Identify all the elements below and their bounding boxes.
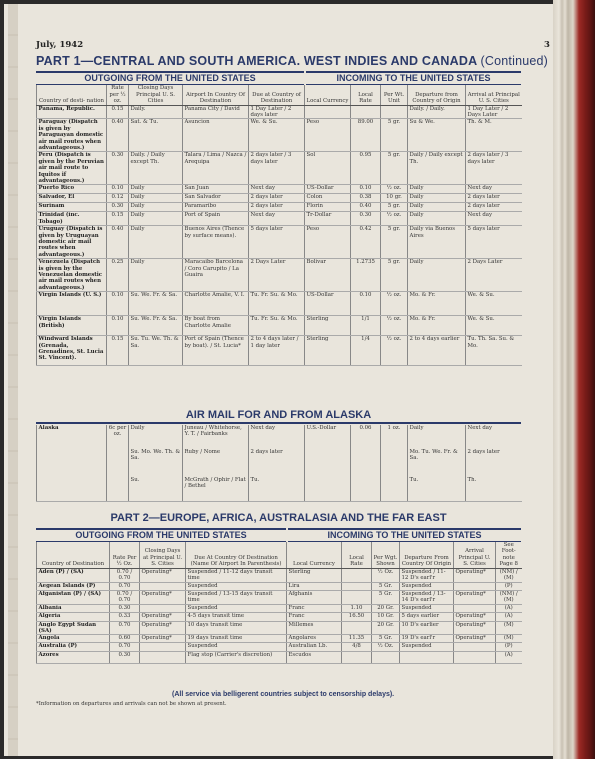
table-cell: (P) [496, 582, 522, 590]
table-cell: Suspended / 13-15 days transit time [186, 590, 287, 604]
table-cell: 0.15 [107, 212, 129, 226]
table-cell: 2 days later [249, 194, 305, 203]
table-row [37, 226, 522, 259]
table-row [37, 119, 522, 152]
column-header: Closing Days Principal U. S. Cities [129, 85, 183, 105]
table-cell: ½ oz. [381, 185, 408, 194]
table-cell: 0.10 [107, 292, 129, 316]
table-cell: Angolares [287, 635, 342, 643]
table-cell: Suspended [186, 604, 287, 612]
table-cell: Daily [129, 185, 183, 194]
table-cell: 5 gr. [381, 203, 408, 212]
table-cell: Operating* [140, 612, 186, 621]
table-cell: ½ oz. [381, 292, 408, 316]
table-row [37, 212, 522, 226]
table-cell: Tr-Dollar [305, 212, 351, 226]
column-header: Per Wgt. Shown [372, 542, 400, 568]
table-cell: Sterling [305, 336, 351, 366]
table-cell: 1.2735 [351, 259, 381, 292]
table-cell: Suspended [400, 582, 454, 590]
table-cell: Daily [408, 185, 466, 194]
binder-edge [8, 4, 18, 756]
table-cell: 1 Day Later / 2 Days Later [466, 105, 522, 119]
table-cell: ½ oz. [381, 212, 408, 226]
table-cell: Suspended / 11-12 days transit time [186, 568, 287, 582]
table-cell: 5 gr. [381, 119, 408, 152]
table-cell: 1 Day Later / 2 days later [249, 105, 305, 119]
table-cell: 0.95 [351, 152, 381, 185]
table-cell: Anglo Egypt Sudan (SA) [37, 621, 110, 635]
table-row [37, 652, 522, 664]
table-cell: Operating* [454, 590, 496, 604]
table-cell: 0.70 [110, 643, 140, 652]
table-row [37, 203, 522, 212]
table-row [37, 612, 522, 621]
part2-title: PART 2—EUROPE, AFRICA, AUSTRALASIA AND THE FAR EAST [110, 512, 447, 524]
table-cell: 0.42 [351, 226, 381, 259]
table-cell: Florin [305, 203, 351, 212]
table-cell [140, 582, 186, 590]
table-cell: Asuncion [183, 119, 249, 152]
table-cell: Su. Tu. We. Th. & Sa. [129, 336, 183, 366]
table-row [37, 152, 522, 185]
table-cell: Tu. Fr. Su. & Mo. [249, 316, 305, 336]
alaska-due: Next day 2 days later Tu. [249, 425, 305, 501]
table-cell: Bolivar [305, 259, 351, 292]
table-cell: Virgin Islands (U. S.) [37, 292, 107, 316]
table-cell: 4-5 days transit time [186, 612, 287, 621]
table-cell: 5 Gr. [372, 582, 400, 590]
table-cell: Operating* [454, 612, 496, 621]
table-row [37, 105, 522, 119]
table-cell: 0.15 [107, 336, 129, 366]
table-cell: Trinidad (inc. Tobago) [37, 212, 107, 226]
table-cell: Daily [129, 194, 183, 203]
table-cell: Suspended [400, 643, 454, 652]
table-cell: (A) [496, 652, 522, 664]
alaska-currency: U.S.-Dollar [305, 425, 351, 501]
table-cell: Operating* [454, 621, 496, 635]
table-cell: (M) [496, 635, 522, 643]
table-cell: Port of Spain [183, 212, 249, 226]
table-cell: Sterling [287, 568, 342, 582]
table-cell: 2 Days Later [466, 259, 522, 292]
table-cell: We. & Su. [466, 292, 522, 316]
table-cell: 0.40 [107, 226, 129, 259]
table-cell: Panama City / David [183, 105, 249, 119]
column-header: Departure from Country of Origin [408, 85, 466, 105]
table-cell: 2 to 4 days later / 1 day later [249, 336, 305, 366]
table-cell: Talara / Lima / Nazca / Arequipa [183, 152, 249, 185]
table-cell: 5 Gr. [372, 590, 400, 604]
table-cell: 2 days later / 3 days later [466, 152, 522, 185]
table-cell: Australia (P) [37, 643, 110, 652]
censorship-note: (All service via belligerent countries subject to censorship delays). [172, 691, 395, 698]
table-cell [454, 652, 496, 664]
table-cell: Daily. / Daily. [408, 105, 466, 119]
table-cell [140, 652, 186, 664]
column-header: Closing Days at Principal U. S. Cities [140, 542, 186, 568]
table-cell: Aegean Islands (P) [37, 582, 110, 590]
table-cell: Paramaribo [183, 203, 249, 212]
column-header: Local Rate [351, 85, 381, 105]
table-cell: 0.38 [351, 194, 381, 203]
table-cell: Suspended [186, 643, 287, 652]
table-cell: Next day [249, 212, 305, 226]
table-cell: 2 days later / 3 days later [249, 152, 305, 185]
table-cell: (NM) / (M) [496, 568, 522, 582]
table-cell: 10 Gr. [372, 612, 400, 621]
table-cell: 10 gr. [381, 194, 408, 203]
table-cell: Daily [408, 212, 466, 226]
alaska-table [36, 425, 522, 502]
table-cell: (NM) / (M) [496, 590, 522, 604]
table-cell: 11.35 [342, 635, 372, 643]
header-date: July, 1942 [36, 40, 84, 50]
table-row [37, 194, 522, 203]
table-cell: 0.70 / 0.70 [110, 568, 140, 582]
table-cell [342, 621, 372, 635]
document-page [4, 4, 557, 756]
table-cell: Franc [287, 604, 342, 612]
table-cell: Operating* [454, 635, 496, 643]
table-cell: Colon [305, 194, 351, 203]
table-cell: We. & Su. [249, 119, 305, 152]
table-cell: 0.33 [110, 612, 140, 621]
table-cell: Peru (Dispatch is given by the Peruvian air mail route to Iquitos if advantageous.) [37, 152, 107, 185]
column-header: Rate Per ½ Oz. [110, 542, 140, 568]
table-cell: Charlotte Amalie, V. I. [183, 292, 249, 316]
table-cell: 16.50 [342, 612, 372, 621]
table-cell: 0.60 [110, 635, 140, 643]
table-cell: 5 days earlier [400, 612, 454, 621]
table-cell: Puerto Rico [37, 185, 107, 194]
table-cell: Next day [249, 185, 305, 194]
table-cell: Daily [408, 203, 466, 212]
table-row [37, 621, 522, 635]
part1-table [36, 85, 522, 366]
table-cell: Suspended / 11-12 D's earl'r [400, 568, 454, 582]
table-cell: 0.30 [110, 604, 140, 612]
table-cell: 19 days transit time [186, 635, 287, 643]
table-cell: ½ oz. [381, 316, 408, 336]
table-cell: (A) [496, 604, 522, 612]
table-row [37, 582, 522, 590]
column-header: Local Currency [287, 542, 342, 568]
table-cell: San Salvador [183, 194, 249, 203]
table-cell [372, 652, 400, 664]
table-cell: Operating* [140, 590, 186, 604]
table-cell: Afganistan (P) / (SA) [37, 590, 110, 604]
table-cell: (M) [496, 621, 522, 635]
alaska-title: AIR MAIL FOR AND FROM ALASKA [185, 409, 372, 421]
table-cell: 2 days later [249, 203, 305, 212]
table-cell [342, 582, 372, 590]
table-cell: Angola [37, 635, 110, 643]
table-cell: 0.10 [351, 292, 381, 316]
table-row [37, 604, 522, 612]
table-cell: 5 gr. [381, 259, 408, 292]
alaska-departure: Daily Mo. Tu. We. Fr. & Sa. Tu. [408, 425, 466, 501]
table-cell: Maracaibo Barcelona / Coro Carupito / La Guaira [183, 259, 249, 292]
table-cell: (P) [496, 643, 522, 652]
column-header: Per Wt. Unit [381, 85, 408, 105]
table-cell: Albania [37, 604, 110, 612]
table-cell: Operating* [454, 568, 496, 582]
table-row [37, 316, 522, 336]
table-cell: Daily / Daily except Th. [408, 152, 466, 185]
table-cell: 0.40 [107, 119, 129, 152]
table-cell: 2 days later [466, 194, 522, 203]
table-cell: Suspended [186, 582, 287, 590]
table-cell: 0.70 [110, 582, 140, 590]
table-cell: Operating* [140, 635, 186, 643]
column-header: Local Rate [342, 542, 372, 568]
table-cell [381, 105, 408, 119]
part2-outgoing-band: OUTGOING FROM THE UNITED STATES [36, 528, 286, 542]
table-cell: 1/4 [351, 336, 381, 366]
table-cell: Franc [287, 612, 342, 621]
column-header: Due At Country Of Destination (Name Of Airport In Parenthesis) [186, 542, 287, 568]
table-cell: Salvador, El [37, 194, 107, 203]
table-cell: Daily [129, 259, 183, 292]
table-cell: Tu. Th. Sa. Su. & Mo. [466, 336, 522, 366]
alaska-local-rate: 0.06 [351, 425, 381, 501]
table-cell: 0.70 / 0.70 [110, 590, 140, 604]
part1-incoming-band: INCOMING TO THE UNITED STATES [306, 71, 521, 85]
table-cell: 2 days later [466, 203, 522, 212]
footnote: *Information on departures and arrivals can not be shown at present. [36, 701, 227, 707]
table-cell: Su. We. Fr. & Sa. [129, 316, 183, 336]
column-header: Rate per ½ oz. [107, 85, 129, 105]
table-cell: Uruguay (Dispatch is given by Uruguayan domestic air mail routes when advantageous.) [37, 226, 107, 259]
table-cell: Daily [129, 203, 183, 212]
alaska-airport: Juneau / Whitehorse, Y. T. / Fairbanks Ruby / Nome McGrath / Ophir / Flat / Bethel [183, 425, 249, 501]
table-cell: Buenos Aires (Thence by surface means). [183, 226, 249, 259]
table-cell [351, 105, 381, 119]
part2-table [36, 542, 522, 664]
table-cell: Algeria [37, 612, 110, 621]
table-cell: ½ Oz. [372, 643, 400, 652]
table-cell: ½ oz. [381, 336, 408, 366]
table-cell: 20 Gr. [372, 604, 400, 612]
table-cell: 0.30 [110, 652, 140, 664]
column-header: Arrival at Principal U. S. Cities [466, 85, 522, 105]
table-cell [454, 643, 496, 652]
table-cell [342, 652, 372, 664]
table-cell: Suspended [400, 604, 454, 612]
alaska-closing: Daily Su. Mo. We. Th. & Sa. Su. [129, 425, 183, 501]
column-header: Due at Country of Destination [249, 85, 305, 105]
table-cell: Afghanis [287, 590, 342, 604]
column-header: Arrival Principal U. S. Cities [454, 542, 496, 568]
table-row [37, 185, 522, 194]
table-cell [140, 643, 186, 652]
table-cell: 0.70 [110, 621, 140, 635]
alaska-unit: 1 oz. [381, 425, 408, 501]
table-cell: Tu. Fr. Su. & Mo. [249, 292, 305, 316]
table-cell: Su. We. Fr. & Sa. [129, 292, 183, 316]
table-cell: Daily [408, 259, 466, 292]
alaska-country: Alaska [37, 425, 107, 501]
table-cell: 4/8 [342, 643, 372, 652]
table-row [37, 259, 522, 292]
table-cell: 0.10 [107, 316, 129, 336]
table-cell: 0.40 [351, 203, 381, 212]
column-header: Country of Destination [37, 542, 110, 568]
table-cell: Sterling [305, 316, 351, 336]
column-header: Airport In Country Of Destination [183, 85, 249, 105]
table-cell: 0.12 [107, 194, 129, 203]
table-cell: San Juan [183, 185, 249, 194]
table-cell: Mo. & Fr. [408, 292, 466, 316]
column-header: Local Currency [305, 85, 351, 105]
table-cell: Azores [37, 652, 110, 664]
table-cell [342, 568, 372, 582]
table-cell [400, 652, 454, 664]
table-cell: 5 gr. [381, 226, 408, 259]
table-cell: Su & We. [408, 119, 466, 152]
table-cell: Operating* [140, 621, 186, 635]
table-cell: Daily. / Daily except Th. [129, 152, 183, 185]
table-row [37, 643, 522, 652]
table-cell: 0.30 [107, 203, 129, 212]
table-cell: (A) [496, 612, 522, 621]
part2-incoming-band: INCOMING TO THE UNITED STATES [288, 528, 521, 542]
table-cell: Suspended / 13-14 D's earl'r [400, 590, 454, 604]
table-cell: Sat. & Tu. [129, 119, 183, 152]
table-row [37, 292, 522, 316]
table-cell: Paraguay (Dispatch is given by Paraguayan domestic air mail routes when advantageous.) [37, 119, 107, 152]
table-cell: Escudos [287, 652, 342, 664]
table-cell: 0.10 [351, 185, 381, 194]
table-row [37, 336, 522, 366]
alaska-rate: 6c per oz. [107, 425, 129, 501]
table-cell: By boat from Charlotte Amalie [183, 316, 249, 336]
page-number: 3 [544, 40, 550, 50]
table-cell: We. & Su. [466, 316, 522, 336]
table-cell: Millemes [287, 621, 342, 635]
table-cell: Panama, Republic. [37, 105, 107, 119]
table-cell: Next day [466, 212, 522, 226]
table-cell: Flag stop (Carrier's discretion) [186, 652, 287, 664]
table-cell: ½ Oz. [372, 568, 400, 582]
table-row [37, 635, 522, 643]
table-cell: Daily [129, 212, 183, 226]
table-cell: Operating* [140, 568, 186, 582]
table-cell: 20 Gr. [372, 621, 400, 635]
table-cell: Next day [466, 185, 522, 194]
table-cell: 0.15 [107, 105, 129, 119]
table-cell: 0.30 [351, 212, 381, 226]
table-cell [454, 582, 496, 590]
table-cell: Windward Islands (Grenada, Grenadines, St. Lucia St. Vincent). [37, 336, 107, 366]
book-spine [553, 0, 595, 759]
table-cell: Peso [305, 119, 351, 152]
table-cell: 10 days transit time [186, 621, 287, 635]
table-cell [140, 604, 186, 612]
table-cell: US-Dollar [305, 292, 351, 316]
table-cell: Daily [129, 226, 183, 259]
table-cell: 10 D's earlier [400, 621, 454, 635]
table-cell [342, 590, 372, 604]
column-header: Departure From Country Of Origin [400, 542, 454, 568]
column-header: Country of desti- nation [37, 85, 107, 105]
table-cell: Mo. & Fr. [408, 316, 466, 336]
table-row [37, 568, 522, 582]
table-cell: Aden (P) / (SA) [37, 568, 110, 582]
table-cell: 5 gr. [381, 152, 408, 185]
table-cell: 1.10 [342, 604, 372, 612]
table-cell: 5 days later [466, 226, 522, 259]
part1-title: PART 1—CENTRAL AND SOUTH AMERICA. WEST INDIES AND CANADA (Continued) [36, 54, 549, 68]
part1-outgoing-band: OUTGOING FROM THE UNITED STATES [36, 71, 304, 85]
table-cell: 0.30 [107, 152, 129, 185]
table-cell: Lira [287, 582, 342, 590]
table-cell: Daily. [129, 105, 183, 119]
table-cell: Virgin Islands (British) [37, 316, 107, 336]
table-cell: Peso [305, 226, 351, 259]
table-cell: 19 D's earl'r [400, 635, 454, 643]
table-cell: 5 days later [249, 226, 305, 259]
table-cell: Venezuela (Dispatch is given by the Venezuelan domestic air mail routes when advantageous.) [37, 259, 107, 292]
table-cell [305, 105, 351, 119]
table-cell: Port of Spain (Thence by boat). / St. Lucia* [183, 336, 249, 366]
table-cell [454, 604, 496, 612]
table-cell: 89.00 [351, 119, 381, 152]
table-row [37, 590, 522, 604]
table-cell: 5 Gr. [372, 635, 400, 643]
table-cell: Australian Lb. [287, 643, 342, 652]
table-cell: 1/1 [351, 316, 381, 336]
table-cell: US-Dollar [305, 185, 351, 194]
table-cell: 2 to 4 days earlier [408, 336, 466, 366]
table-cell: Daily via Buenos Aires [408, 226, 466, 259]
table-cell: 2 Days Later [249, 259, 305, 292]
table-cell: Th. & M. [466, 119, 522, 152]
table-cell: Daily [408, 194, 466, 203]
table-cell: Surinam [37, 203, 107, 212]
alaska-arrival: Next day 2 days later Th. [466, 425, 522, 501]
table-cell: 0.25 [107, 259, 129, 292]
column-header: See Foot- note Page 8 [496, 542, 522, 568]
table-cell: 0.10 [107, 185, 129, 194]
table-cell: Sol [305, 152, 351, 185]
alaska-rule [36, 422, 521, 424]
